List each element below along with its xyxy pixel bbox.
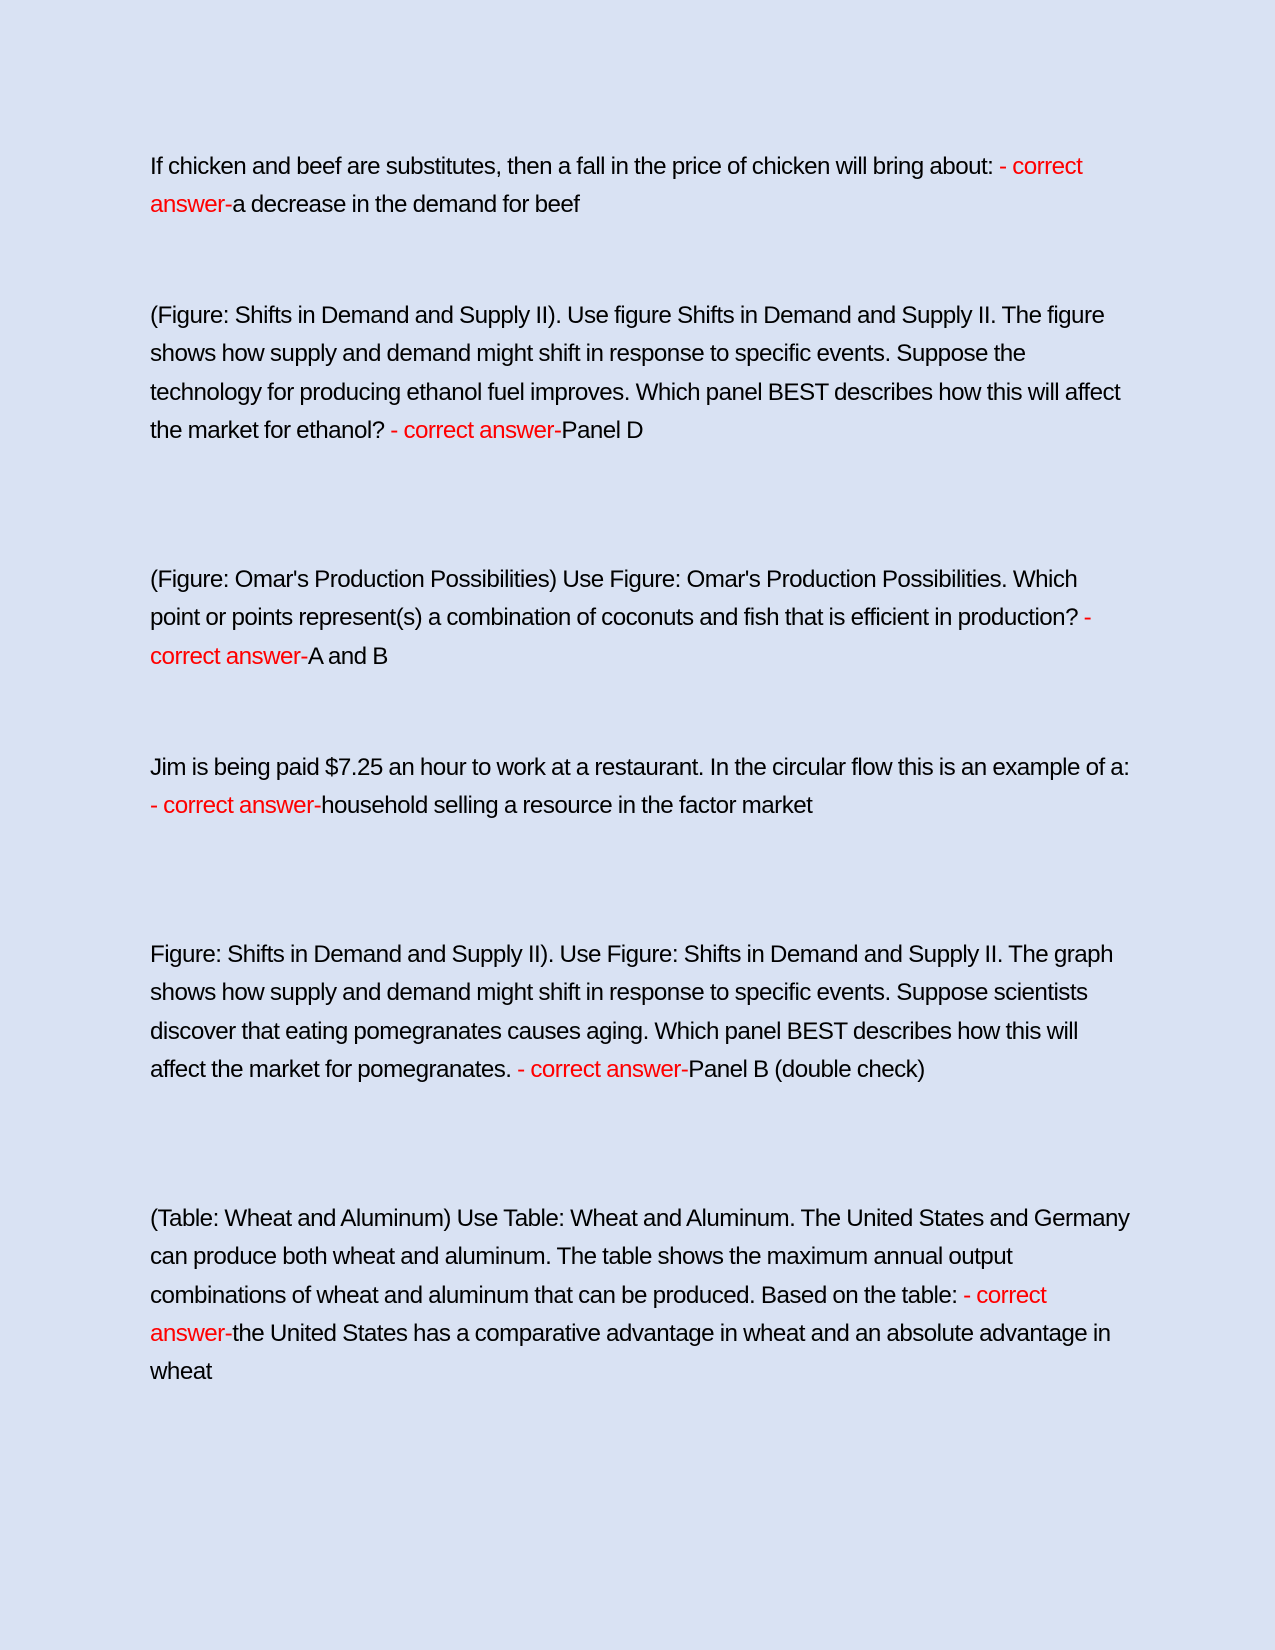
answer-text: a decrease in the demand for beef xyxy=(232,191,580,219)
qa-item xyxy=(150,148,1130,225)
question-text: Figure: Shifts in Demand and Supply II). Use Figure: Shifts in Demand and Supply II. The graph shows how supply and demand might shift in response to specific events. Suppose scientists discover that eating pomegranates causes aging. Which panel BEST describes how this will affect the market for pomegranates. xyxy=(150,941,1113,1083)
qa-item xyxy=(150,936,1130,1089)
correct-answer-tag: - correct answer- xyxy=(390,416,562,444)
question-text: (Figure: Shifts in Demand and Supply II). Use figure Shifts in Demand and Supply II. The figure shows how supply and demand might shift in response to specific events. Suppose the technology for producing ethanol fuel improves. Which panel BEST describes how this will affect the market for ethanol? xyxy=(150,302,1121,444)
qa-item xyxy=(150,297,1130,450)
correct-answer-tag: - correct answer- xyxy=(150,1281,1047,1347)
correct-answer-tag: - correct answer- xyxy=(517,1055,689,1083)
question-text: (Table: Wheat and Aluminum) Use Table: Wheat and Aluminum. The United States and Germany can produce both wheat and aluminum. The table shows the maximum annual output combinations of wheat and aluminum that can be produced. Based on the table: xyxy=(150,1205,1130,1309)
answer-text: household selling a resource in the factor market xyxy=(321,792,813,820)
correct-answer-tag: - correct answer- xyxy=(150,604,1092,670)
answer-text: Panel B (double check) xyxy=(688,1055,925,1083)
question-text: (Figure: Omar's Production Possibilities) Use Figure: Omar's Production Possibilities. Which point or points represent(s) a combination of coconuts and fish that is efficient in production? xyxy=(150,566,1084,632)
qa-item xyxy=(150,1200,1130,1391)
correct-answer-tag: - correct answer- xyxy=(150,153,1083,219)
correct-answer-tag: - correct answer- xyxy=(150,792,322,820)
question-text: If chicken and beef are substitutes, then a fall in the price of chicken will bring about: xyxy=(150,153,1000,180)
qa-item xyxy=(150,749,1130,826)
answer-text: the United States has a comparative advantage in wheat and an absolute advantage in wheat xyxy=(150,1319,1111,1386)
question-text: Jim is being paid $7.25 an hour to work at a restaurant. In the circular flow this is an example of a: xyxy=(150,754,1130,781)
answer-text: A and B xyxy=(307,642,388,670)
qa-item xyxy=(150,561,1130,676)
answer-text: Panel D xyxy=(561,416,644,444)
